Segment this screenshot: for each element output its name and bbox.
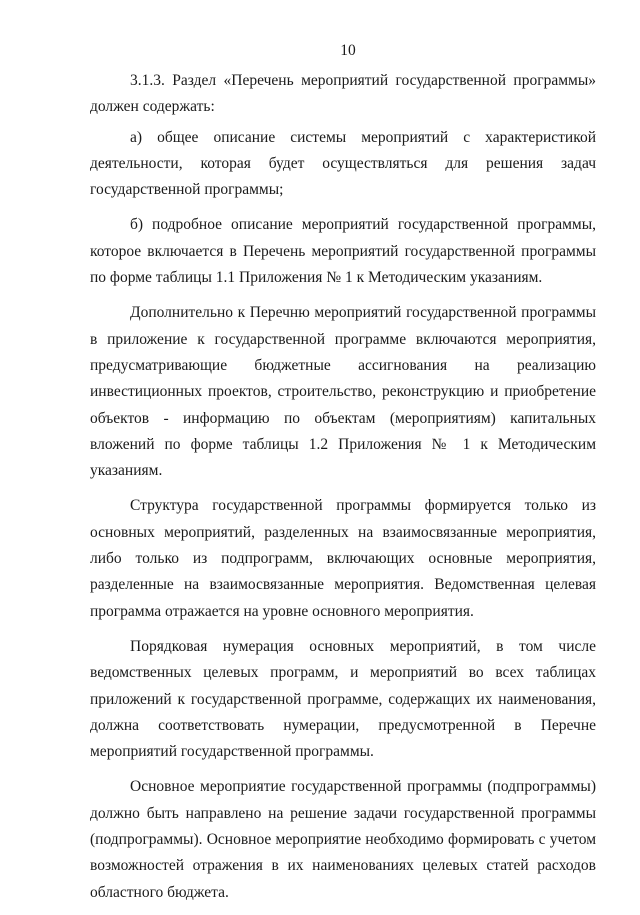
paragraph-section-heading: 3.1.3. Раздел «Перечень мероприятий государственной программы» должен содержать: — [90, 72, 596, 116]
paragraph-additional: Дополнительно к Перечню мероприятий государственной программы в приложение к государственной программе включаются мероприятия, предусматривающие бюджетные ассигнования на реализацию инвестиционных проектов, строительство, реконструкцию и приобретение объектов - информацию по объектам (мероприятиям) капитальных вложений по форме таблицы 1.2 Приложения № 1 к Методическим указаниям. — [90, 304, 596, 480]
paragraph-main-activity: Основное мероприятие государственной программы (подпрограммы) должно быть направлено на решение задачи государственной программы (подпрограммы). Основное мероприятие необходимо формировать с учетом возможностей отражения в их наименованиях целевых статей расходов областного бюджета. — [90, 778, 596, 901]
paragraph-item-a: а) общее описание системы мероприятий с характеристикой деятельности, которая будет осуществляться для решения задач государственной программы; — [90, 128, 596, 199]
paragraph-numbering: Порядковая нумерация основных мероприятий, в том числе ведомственных целевых программ, и мероприятий во всех таблицах приложений к государственной программе, содержащих их наименования, должна соответствовать нумерации, предусмотренной в Перечне мероприятий государственной программы. — [90, 637, 596, 761]
document-page — [90, 40, 596, 915]
paragraph-structure: Структура государственной программы формируется только из основных мероприятий, разделенных на взаимосвязанные мероприятия, либо только из подпрограмм, включающих основные мероприятия, разделенные на взаимосвязанные мероприятия. Ведомственная целевая программа отражается на уровне основного мероприятия. — [90, 497, 596, 620]
paragraph-item-b: б) подробное описание мероприятий государственной программы, которое включается в Перечень мероприятий государственной программы по форме таблицы 1.1 Приложения № 1 к Методическим указаниям. — [90, 216, 596, 287]
page-number: 10 — [340, 42, 356, 59]
